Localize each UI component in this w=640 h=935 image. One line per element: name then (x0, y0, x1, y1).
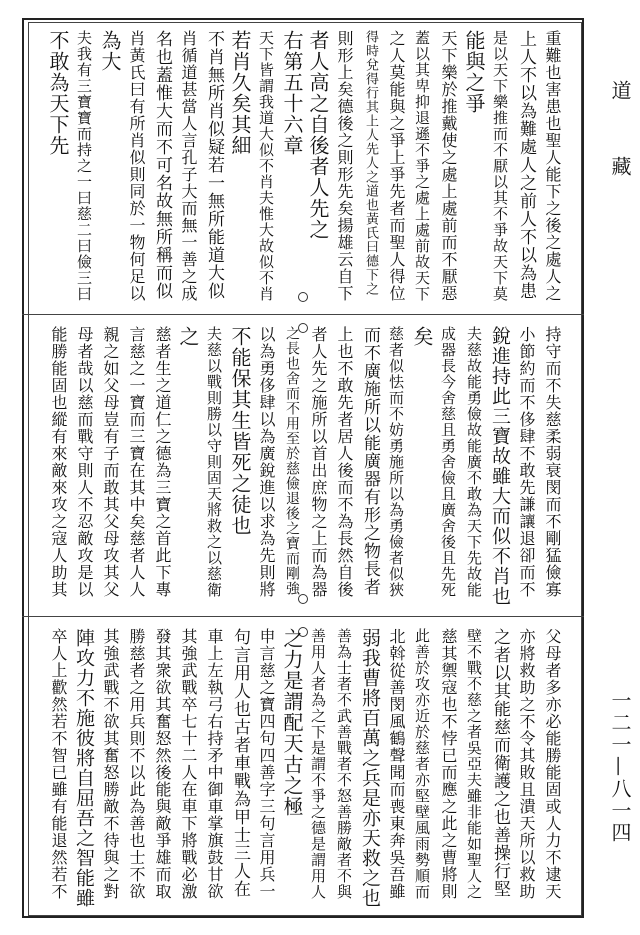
text-column: 北斡從善閔風鶴聲聞而喪東奔吳吾雖 (387, 628, 406, 900)
text-column: 不能保其生皆死之徒也 (228, 326, 252, 536)
text-column: 善為士者不武善戰者不怒善勝敵者不與 (335, 628, 353, 900)
text-column: 則形上矣德後之則形先矣揚雄云自下 (335, 30, 354, 302)
text-column: 右第五十六章 (280, 30, 304, 156)
text-column: 慈者似怯而不妨勇施所以為勇儉者似狹 (387, 326, 405, 598)
text-column: 勝慈者之用兵則不以此為善也士不欲 (127, 628, 146, 900)
text-column: 其強武戰不欲其奮怒勝敵不待與之對 (101, 628, 120, 900)
text-column: 名也蓋惟大而不可名故無所稱而似 (152, 30, 172, 300)
page-number: 一二一—八一四 (608, 690, 632, 844)
text-column: 慈者生之道仁之德為三寶之首此下專 (153, 326, 172, 598)
text-column: 父母者多亦必能勝能固或人力不逮天 (543, 628, 562, 900)
text-column: 壁不戰不慈之者吳亞夫雖非能如聖人之 (465, 628, 483, 900)
text-column: 不敢為天下先 (46, 30, 70, 156)
text-column: 以為勇侈肆以為廣銳進以求為先則將 (257, 326, 276, 598)
text-column: 蓋以其卑抑退遜不爭之處上處前故天下 (413, 30, 431, 302)
text-column: 是以天下樂推而不厭以其不爭故天下莫 (491, 30, 509, 302)
text-column: 成器長今舍慈且勇舍儉且廣舍後且先死 (439, 326, 457, 598)
text-column: 得時兌得行其上人先人之道也黃氏曰德下之 (363, 30, 378, 296)
text-column: 卒人上歡然若不智已雖有能退然若不 (49, 628, 68, 900)
text-column: 能勝能固也縱有來敵來攻之寇人助其 (49, 326, 68, 598)
text-column: 小節約而不侈肆不敢先謙讓退卻而不 (517, 326, 536, 598)
text-column: 矣 (410, 326, 434, 347)
text-column: 母者哉以慈而戰守則人不忍敵攻是以 (75, 326, 94, 598)
text-column: 善用人者為之下是謂不爭之德是謂用人 (309, 628, 327, 900)
text-column: 慈其禦寇也不悖已而應之此之曹將則 (439, 628, 458, 900)
text-column: 陣攻力不施彼將自屈吾之智能雖 (73, 628, 95, 908)
text-column: 天下樂於推戴使之處上處前而不厭惡 (439, 30, 458, 302)
panel-divider-bottom (22, 616, 584, 617)
text-column: 者人先之施所以首出庶物之上而為器 (309, 326, 328, 598)
text-column: 天下皆謂我道大似不肖夫惟大故似不肖 (257, 30, 275, 302)
text-column: 之 (176, 326, 200, 347)
text-column: 肖黃氏曰有所肖似則同於一物何足以 (127, 30, 146, 302)
text-column: 之者以其能慈而衛護之也善操行堅 (490, 628, 510, 898)
text-column: 申言慈之寶四句四善字三句言用兵一 (257, 628, 276, 900)
panel-divider-top (22, 314, 584, 315)
canon-title: 道 藏 (608, 80, 632, 194)
text-column: 者人高之自後者人先之 (306, 30, 330, 240)
text-column: 發其衆欲其奮怒然後能與敵爭雄而取 (153, 628, 172, 900)
text-column: 之長也舍而不用至於慈儉退後之寶而剛強 (284, 326, 300, 596)
text-column: 重難也害患也聖人能下之後之處人之 (543, 30, 562, 302)
text-column: 上也不敢先者居人後而不為長然自後 (335, 326, 354, 598)
text-column: 其強武戰卒七十二人在車下將戰必激 (179, 628, 198, 900)
text-column: 之人莫能與之爭上爭先者而聖人得位 (387, 30, 406, 302)
text-column: 而不廣施所以能廣器有形之物長者 (360, 326, 380, 596)
text-column: 為大 (98, 30, 122, 72)
text-column: 車上左執弓右持矛中御車掌旗鼓甘欲 (205, 628, 224, 900)
text-column: 不肖無所肖似疑若一無所能道大似 (204, 30, 224, 300)
text-column: 能與之爭 (462, 30, 486, 114)
text-column: 夫慈以戰則勝以守則固天將救之以慈衛 (205, 326, 223, 598)
text-column: 夫我有三寶寶而持之一曰慈二曰儉三曰 (75, 30, 93, 302)
text-column: 弱我曹將百萬之兵是亦天救之也 (359, 628, 381, 908)
text-column: 夫慈故能勇儉故能廣不敢為天下先故能 (465, 326, 483, 598)
text-column: 銳進持此三寶故雖大而似不肖也 (489, 326, 511, 606)
text-column: 之力是謂配天古之極 (280, 628, 304, 817)
text-column: 若肖久矣其細 (228, 30, 252, 156)
text-column: 親之如父母豈有子而敢其父母攻其父 (101, 326, 120, 598)
text-column: 亦將救助之不令其敗且潰天所以救助 (517, 628, 536, 900)
text-column: 此善於攻亦近於慈者亦堅壁風雨勢順而 (413, 628, 431, 900)
text-column: 持守而不失慈柔弱衰閔而不剛猛儉寡 (543, 326, 562, 598)
text-column: 句言用人也古者車戰為甲士三人在 (230, 628, 250, 898)
text-column: 上人不以為難處人之前人不以為患 (516, 30, 536, 300)
text-column: 肖循道甚當人言孔子大而無一善之成 (179, 30, 198, 302)
text-column: 言慈之一寶而三寶在其中矣慈者人人 (127, 326, 146, 598)
